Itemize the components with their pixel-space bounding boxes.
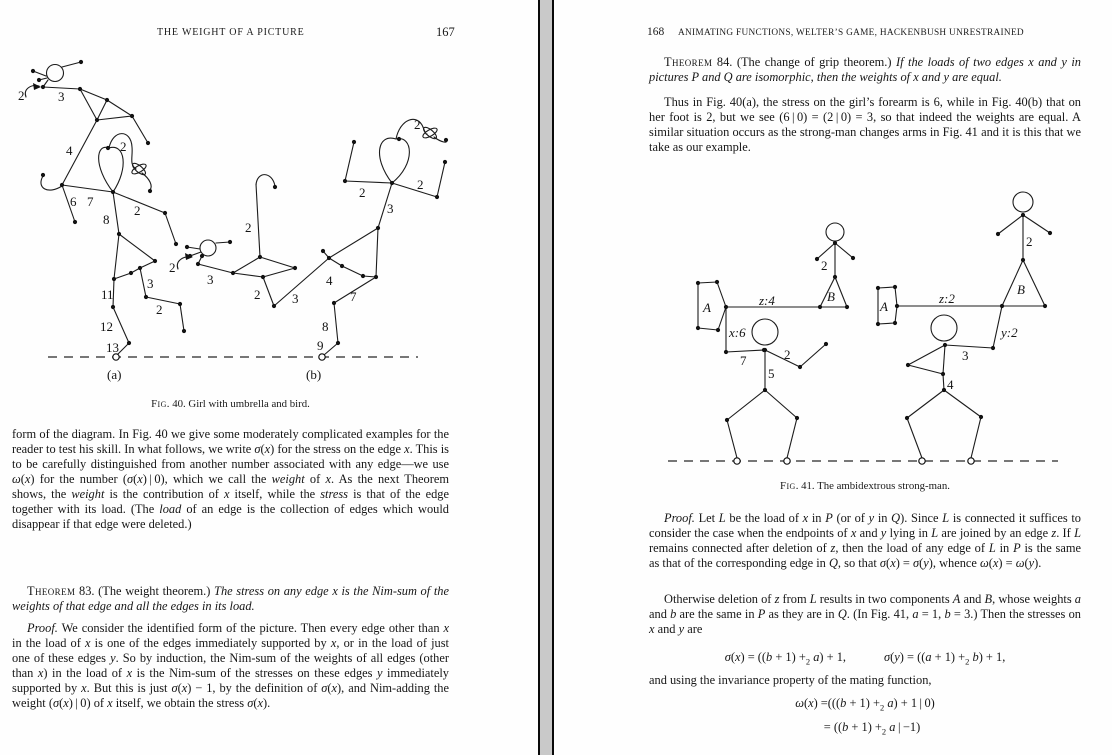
svg-text:z:4: z:4: [759, 293, 775, 308]
svg-text:2: 2: [417, 177, 424, 192]
svg-text:(b): (b): [306, 367, 322, 382]
svg-text:3: 3: [207, 272, 214, 287]
svg-text:3: 3: [962, 348, 969, 363]
svg-text:2: 2: [414, 117, 421, 132]
svg-text:3: 3: [387, 201, 394, 216]
equation-sigma-x: $\sigma(x) = ((b + 1) +_2$ a) + 1,: [724, 650, 846, 667]
svg-text:2: 2: [169, 260, 176, 275]
page-168: [556, 0, 1112, 755]
svg-text:y:2: y:2: [1001, 325, 1018, 340]
running-head-left: THE WEIGHT OF A PICTURE: [157, 27, 305, 38]
svg-text:A: A: [880, 299, 888, 314]
svg-text:9: 9: [317, 338, 324, 353]
equation-omega-line-2: = ($(b + 1) +_2$ a | −1): [823, 720, 921, 737]
proof-theorem-84: Proof. Let L be the load of x in P (or of y in Q). Since L is connected it suffices to consider the case when the endpoints of x and y lying in L are joined by an edge z. If L remains connected after deletion of z, then the load of any edge of L in P is the same as that of the corresponding edge in Q, so that σ(x) = σ(y), whence ω(x) = ω(y).: [649, 511, 1081, 570]
page-number-right: 168: [647, 26, 665, 38]
svg-text:4: 4: [947, 377, 954, 392]
svg-text:2: 2: [245, 220, 252, 235]
svg-text:(a): (a): [107, 367, 122, 382]
svg-text:2: 2: [120, 139, 127, 154]
svg-text:x:6: x:6: [729, 325, 746, 340]
book-gutter: [538, 0, 554, 755]
svg-text:8: 8: [322, 319, 329, 334]
proof-theorem-83: Proof. We consider the identified form of the picture. Then every edge other than x in the load of x is one of the edges immediately supported by x, or in the load of just one of these edges y. So by induction, the Nim-sum of the weights of all edges (other than x) in the load of x is the Nim-sum of the stresses on these edges y immediately supported by x. But this is just σ(x) − 1, by the definition of σ(x), and Nim-adding the weight (σ(x) | 0) of x itself, we obtain the stress σ(x).: [12, 621, 449, 710]
svg-text:3: 3: [147, 276, 154, 291]
paragraph-otherwise-deletion: Otherwise deletion of z from L results in two components A and B, whose weights a and b are the same in P as they are in Q. (In Fig. 41, a = 1, b = 3.) Then the stresses on x and y are: [649, 592, 1081, 636]
paragraph-thus-in-fig40: Thus in Fig. 40(a), the stress on the girl’s forearm is 6, while in Fig. 40(b) that on her foot is 2, but we see (6 | 0) = (2 | 0) = 3, so that indeed the weights are equal. A similar situation occurs as the strong-man changes arms in Fig. 41 and it is this that we take as our example.: [649, 95, 1081, 154]
svg-text:11: 11: [101, 287, 114, 302]
page-167: [0, 0, 538, 755]
paragraph-weight-definition: form of the diagram. In Fig. 40 we give some moderately complicated examples for the reader to test his skill. In what follows, we write σ(x) for the stress on the edge x. This is to be carefully distinguished from another number associated with any edge—we use ω(x) for the number (σ(x) | 0), which we call the weight of x. As the next Theorem shows, the weight is the contribution of x itself, while the stress is that of the edge together with its load. (The load of an edge is the collection of edges which would disappear if that edge were deleted.): [12, 427, 450, 531]
theorem-84: Theorem 84. (The change of grip theorem.) If the loads of two edges x and y in pictures P and Q are isomorphic, then the weights of x and y are equal.: [649, 55, 1081, 84]
figure-40-caption: Fig. 40. Girl with umbrella and bird.: [151, 398, 310, 410]
svg-text:8: 8: [103, 212, 110, 227]
svg-text:7: 7: [740, 353, 747, 368]
svg-text:A: A: [703, 300, 711, 315]
theorem-83: Theorem 83. (The weight theorem.) The stress on any edge x is the Nim-sum of the weights of that edge and all the edges in its load.: [12, 584, 449, 613]
svg-text:4: 4: [326, 273, 333, 288]
svg-text:B: B: [827, 289, 835, 304]
equation-stresses: [649, 650, 1081, 666]
svg-text:2: 2: [821, 258, 828, 273]
figure-40-girl-with-umbrella-and-bird: [0, 40, 538, 390]
page-number-left: 167: [436, 25, 455, 39]
svg-text:4: 4: [66, 143, 73, 158]
svg-text:13: 13: [106, 340, 119, 355]
svg-text:3: 3: [58, 89, 65, 104]
svg-text:2: 2: [254, 287, 261, 302]
paragraph-and-using: and using the invariance property of the mating function,: [649, 673, 932, 687]
running-head-right: ANIMATING FUNCTIONS, WELTER’S GAME, HACKENBUSH UNRESTRAINED: [678, 28, 1024, 38]
svg-text:2: 2: [134, 203, 141, 218]
equation-omega-line-1: $\omega(x) =(((b + 1) +_2$ a) + 1 | 0): [795, 696, 935, 713]
svg-text:2: 2: [359, 185, 366, 200]
figure-41-ambidextrous-strong-man: [556, 175, 1112, 475]
svg-text:12: 12: [100, 319, 113, 334]
svg-text:3: 3: [292, 291, 299, 306]
svg-text:5: 5: [768, 366, 775, 381]
svg-text:2: 2: [156, 302, 163, 317]
svg-text:7: 7: [350, 289, 357, 304]
figure-41-caption: Fig. 41. The ambidextrous strong-man.: [780, 480, 950, 492]
equation-sigma-y: $\sigma(y) = ((a + 1) +_2$ b) + 1,: [884, 650, 1006, 667]
svg-text:7: 7: [87, 194, 94, 209]
svg-text:2: 2: [18, 88, 25, 103]
svg-text:2: 2: [1026, 234, 1033, 249]
svg-text:z:2: z:2: [939, 291, 955, 306]
svg-text:2: 2: [784, 347, 791, 362]
svg-text:B: B: [1017, 282, 1025, 297]
svg-text:6: 6: [70, 194, 77, 209]
